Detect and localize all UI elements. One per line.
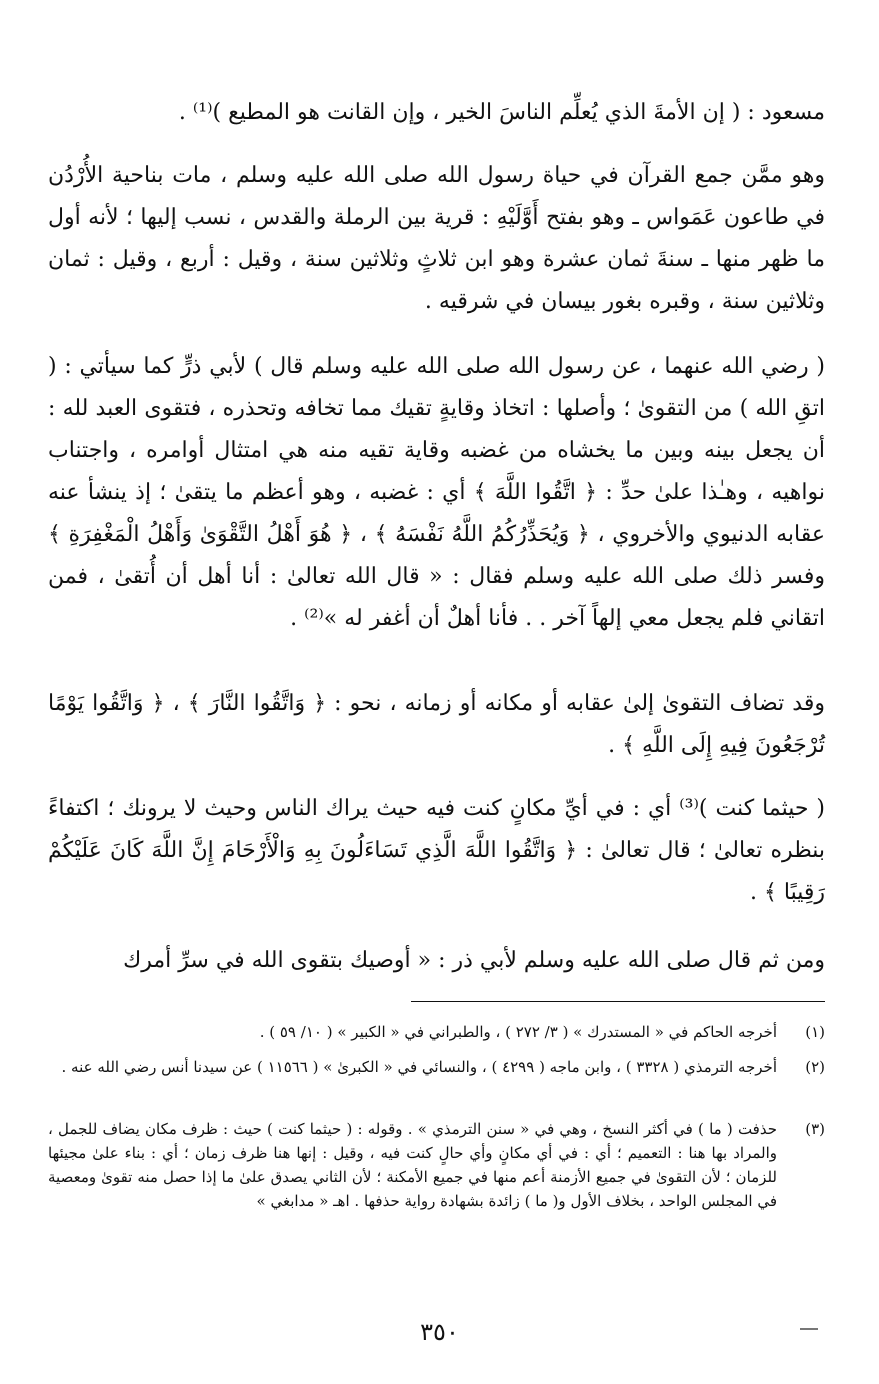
document-page (48, 0, 825, 1384)
paragraph-6: ومن ثم قال صلى الله عليه وسلم لأبي ذر : « أوصيك بتقوى الله في سرِّ أمرك (123, 948, 825, 973)
footnote-2 (48, 1055, 825, 1079)
page-number: ٣٥٠ (420, 1318, 459, 1346)
footnote-text: حذفت ( ما ) في أكثر النسخ ، وهي في « سنن الترمذي » . وقوله : ( حيثما كنت ) حيث : ظرف مكان يضاف للجمل ، والمراد بها هنا : التعميم ؛ أي : في أي مكانٍ وأي حالٍ كنت فيه ، وقيل : إنها هنا ظرف زمان ؛ أي : بناء علىٰ مجيئها للزمان ؛ لأن التقوىٰ في جميع الأزمنة أعم منها في جميع الأمكنة ؛ لأن الثاني يصدق علىٰ ما إذا حصل منه تقوىٰ ومعصية في المجلس الواحد ، بخلاف الأول و( ما ) زائدة بشهادة رواية حذفها . اهـ « مدابغي » (48, 1120, 777, 1210)
paragraph-4: وقد تضاف التقوىٰ إلىٰ عقابه أو مكانه أو زمانه ، نحو : ﴿ وَاتَّقُوا النَّارَ ﴾ ، ﴿ وَاتَّقُوا يَوْمًا تُرْجَعُونَ فِيهِ إِلَى اللَّهِ ﴾ . (48, 691, 825, 758)
footnote-number: (١) (805, 1023, 825, 1041)
paragraph-1: مسعود : ( إن الأمةَ الذي يُعلِّم الناسَ الخير ، وإن القانت هو المطيع )⁽¹⁾ . (178, 100, 825, 125)
paragraph-5: ( حيثما كنت )⁽³⁾ أي : في أيِّ مكانٍ كنت فيه حيث يراك الناس وحيث لا يرونك ؛ اكتفاءً بنظره تعالىٰ ؛ قال تعالىٰ : ﴿ وَاتَّقُوا اللَّهَ الَّذِي تَسَاءَلُونَ بِهِ وَالْأَرْحَامَ إِنَّ اللَّهَ كَانَ عَلَيْكُمْ رَقِيبًا ﴾ . (48, 796, 825, 905)
footnote-text: أخرجه الترمذي ( ٣٣٢٨ ) ، وابن ماجه ( ٤٢٩٩ ) ، والنسائي في « الكبرىٰ » ( ١١٥٦٦ ) عن سيدنا أنس رضي الله عنه . (61, 1058, 777, 1076)
footnote-number: (٢) (805, 1058, 825, 1076)
footnote-3 (48, 1117, 825, 1213)
scan-mark (800, 1328, 818, 1330)
footnote-1 (48, 1020, 825, 1044)
footnote-divider (411, 1001, 825, 1002)
paragraph-2: وهو ممَّن جمع القرآن في حياة رسول الله صلى الله عليه وسلم ، مات بناحية الأُرْدُن في طاعون عَمَواس ـ وهو بفتح أَوَّلَيْهِ : قرية بين الرملة والقدس ، نسب إليها ؛ لأنه أول ما ظهر منها ـ سنةَ ثمان عشرة وهو ابن ثلاثٍ وثلاثين سنة ، وقيل : أربع ، وقيل : ثمان وثلاثين سنة ، وقبره بغور بيسان في شرقيه . (48, 163, 825, 314)
paragraph-3: ( رضي الله عنهما ، عن رسول الله صلى الله عليه وسلم قال ) لأبي ذرٍّ كما سيأتي : ( اتقِ الله ) من التقوىٰ ؛ وأصلها : اتخاذ وقايةٍ تقيك مما تخافه وتحذره ، فتقوى العبد لله : أن يجعل بينه وبين ما يخشاه من غضبه وقاية تقيه منه هي امتثال أوامره ، واجتناب نواهيه ، وهـٰذا علىٰ حدِّ : ﴿ اتَّقُوا اللَّهَ ﴾ أي : غضبه ، وهو أعظم ما يتقىٰ ؛ إذ ينشأ عنه عقابه الدنيوي والأخروي ، ﴿ وَيُحَذِّرُكُمُ اللَّهُ نَفْسَهُ ﴾ ، ﴿ هُوَ أَهْلُ التَّقْوَىٰ وَأَهْلُ الْمَغْفِرَةِ ﴾ وفسر ذلك صلى الله عليه وسلم فقال : « قال الله تعالىٰ : أنا أهل أن أُتقىٰ ، فمن اتقاني فلم يجعل معي إلهاً آخر . . فأنا أهلٌ أن أغفر له »⁽²⁾ . (48, 354, 826, 631)
footnote-number: (٣) (805, 1120, 825, 1138)
footnote-text: أخرجه الحاكم في « المستدرك » ( ٣/ ٢٧٢ ) ، والطبراني في « الكبير » ( ١٠/ ٥٩ ) . (259, 1023, 777, 1041)
